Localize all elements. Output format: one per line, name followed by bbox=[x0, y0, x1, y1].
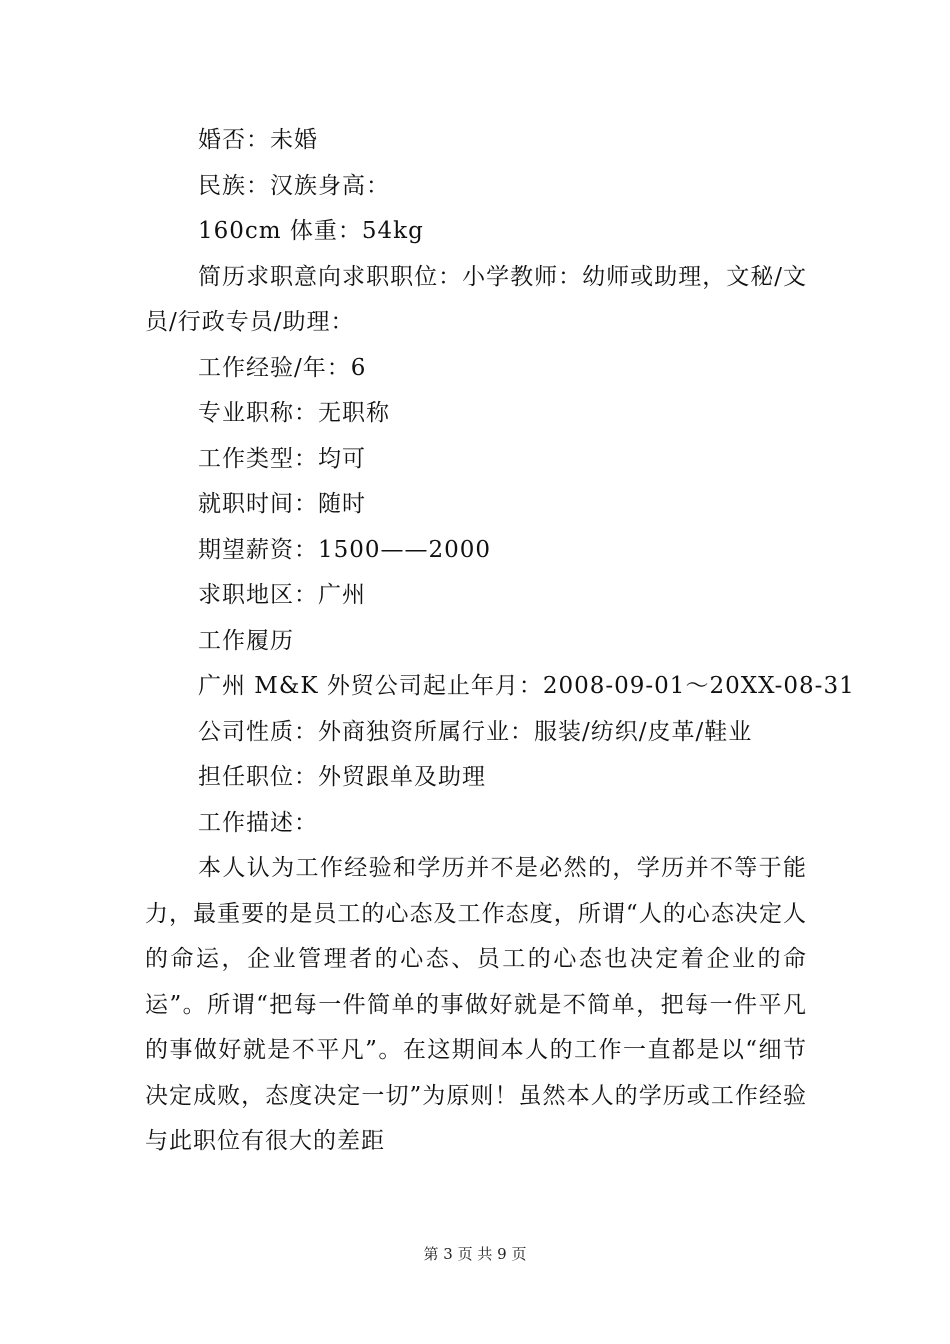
job-intent-paragraph: 简历求职意向求职职位：小学教师：幼师或助理，文秘/文员/行政专员/助理： bbox=[145, 263, 807, 335]
job-type-line: 工作类型：均可 bbox=[198, 445, 366, 472]
work-history-heading: 工作履历 bbox=[198, 627, 294, 654]
job-description-paragraph: 本人认为工作经验和学历并不是必然的，学历并不等于能力，最重要的是员工的心态及工作态度，所谓“人的心态决定人的命运，企业管理者的心态、员工的心态也决定着企业的命运”。所谓“把每一件简单的事做好就是不简单，把每一件平凡的事做好就是不平凡”。在这期间本人的工作一直都是以“细节决定成败，态度决定一切”为原则！虽然本人的学历或工作经验与此职位有很大的差距 bbox=[145, 855, 807, 1154]
position-held-line: 担任职位：外贸跟单及助理 bbox=[198, 764, 486, 790]
job-region-line: 求职地区：广州 bbox=[198, 582, 366, 608]
company-period-line: 广州 M&K 外贸公司起止年月：2008-09-01～20XX-08-31 bbox=[198, 673, 855, 699]
height-weight-line: 160cm 体重：54kg bbox=[198, 218, 424, 244]
expected-salary-line: 期望薪资：1500——2000 bbox=[198, 536, 492, 563]
page-content bbox=[145, 118, 855, 1165]
marital-status-line: 婚否：未婚 bbox=[198, 127, 318, 153]
work-experience-years-line: 工作经验/年：6 bbox=[198, 354, 367, 381]
job-description-heading: 工作描述： bbox=[198, 809, 318, 836]
page-number-footer: 第 3 页 共 9 页 bbox=[423, 1245, 527, 1263]
company-nature-line: 公司性质：外商独资所属行业：服装/纺织/皮革/鞋业 bbox=[198, 718, 753, 745]
ethnicity-height-line: 民族：汉族身高： bbox=[198, 172, 390, 199]
professional-title-line: 专业职称：无职称 bbox=[198, 400, 390, 426]
start-time-line: 就职时间：随时 bbox=[198, 491, 366, 517]
